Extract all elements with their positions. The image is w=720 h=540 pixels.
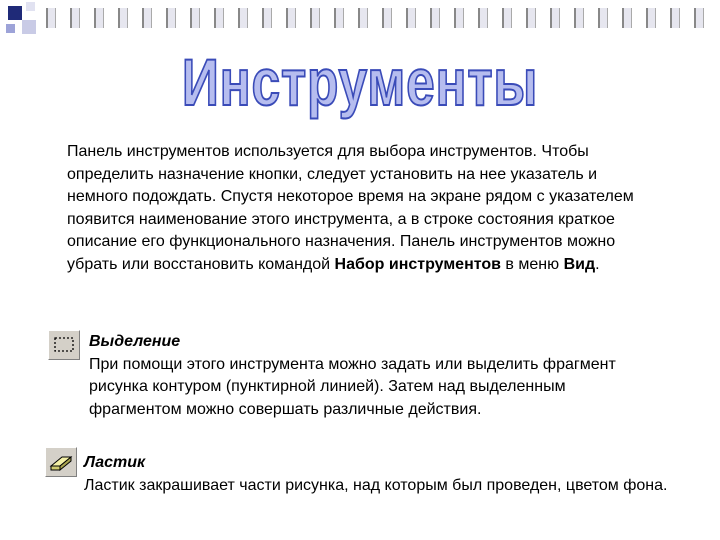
select-tool-name: Выделение <box>89 333 181 350</box>
intro-text-end: . <box>595 255 600 273</box>
decor-stripe <box>214 8 224 28</box>
decor-stripe <box>694 8 704 28</box>
decor-stripe <box>46 8 56 28</box>
intro-command-bold: Набор инструментов <box>334 255 501 273</box>
decor-square-light <box>22 20 36 34</box>
decor-stripe <box>70 8 80 28</box>
decor-stripe <box>478 8 488 28</box>
decor-stripe <box>358 8 368 28</box>
intro-paragraph <box>67 141 657 276</box>
select-tool-button[interactable] <box>48 330 80 360</box>
decor-stripe <box>454 8 464 28</box>
decor-square-dark <box>8 6 22 20</box>
decor-stripe <box>406 8 416 28</box>
intro-text-mid: в меню <box>500 255 564 273</box>
decor-stripe <box>598 8 608 28</box>
decor-stripe <box>118 8 128 28</box>
eraser-icon <box>46 448 76 476</box>
decor-stripe <box>238 8 248 28</box>
decor-stripe <box>166 8 176 28</box>
decor-stripe <box>550 8 560 28</box>
eraser-tool-name: Ластик <box>84 454 146 471</box>
select-tool-description <box>89 331 649 421</box>
decor-stripe <box>574 8 584 28</box>
decor-stripe <box>190 8 200 28</box>
dashed-rectangle-select-icon <box>49 331 79 359</box>
select-tool-text: При помощи этого инструмента можно задать или выделить фрагмент рисунка контуром (пунктирной линией). Затем над выделенным фрагментом можно совершать различные действия. <box>89 355 616 418</box>
decor-stripe <box>142 8 152 28</box>
decor-stripe <box>502 8 512 28</box>
decor-stripe <box>286 8 296 28</box>
decor-stripe <box>334 8 344 28</box>
decor-square-small <box>26 2 35 11</box>
eraser-tool-description <box>84 452 699 497</box>
decor-stripe <box>646 8 656 28</box>
intro-menu-bold: Вид <box>563 255 596 273</box>
decor-stripe <box>262 8 272 28</box>
intro-text-start: Панель инструментов используется для выбора инструментов. Чтобы определить назначение кнопки, следует установить на нее указатель и немного подождать. Спустя некоторое время на экране рядом с указателем появится наименование этого инструмента, а в строке состояния краткое описание его функционального назначения. Панель инструментов можно убрать или восстановить командой <box>67 143 634 273</box>
decor-stripe <box>94 8 104 28</box>
page-title: Инструменты <box>181 45 539 119</box>
decor-stripe <box>310 8 320 28</box>
eraser-tool-button[interactable] <box>45 447 77 477</box>
decor-stripe <box>670 8 680 28</box>
decor-stripe <box>526 8 536 28</box>
eraser-tool-text: Ластик закрашивает части рисунка, над которым был проведен, цветом фона. <box>84 476 668 494</box>
decor-square-mid <box>6 24 15 33</box>
decor-stripe <box>382 8 392 28</box>
decor-stripe <box>622 8 632 28</box>
decor-stripe <box>430 8 440 28</box>
